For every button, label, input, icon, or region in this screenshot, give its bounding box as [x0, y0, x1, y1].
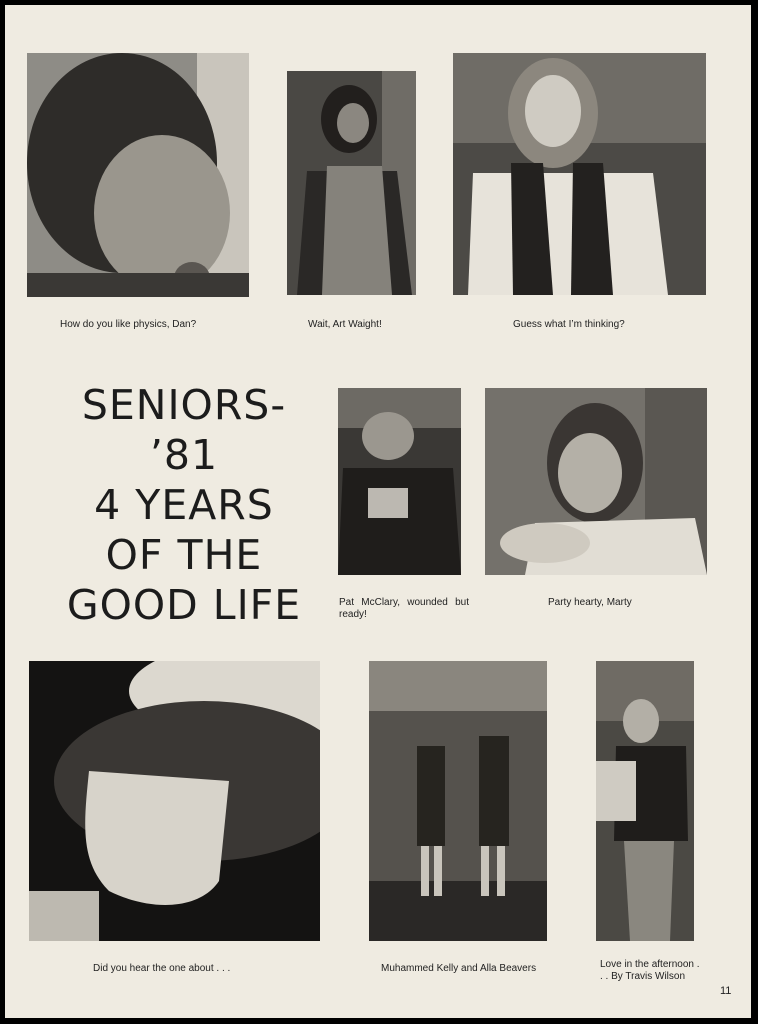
photo-love-afternoon — [596, 661, 694, 941]
photo-pat-mcclary — [338, 388, 461, 575]
page-number: 11 — [720, 985, 732, 997]
photo-joke-profile — [29, 661, 320, 941]
caption-physics: How do you like physics, Dan? — [60, 319, 197, 330]
caption-marty: Party hearty, Marty — [548, 597, 632, 608]
photo-dan-tongue — [27, 53, 249, 297]
headline-line-4: OF THE — [105, 531, 263, 579]
caption-pat-mcclary: Pat McClary, wounded but ready! — [339, 597, 469, 620]
photo-art-waight — [287, 71, 416, 295]
headline-line-5: GOOD LIFE — [66, 581, 302, 629]
caption-muhammed-alla: Muhammed Kelly and Alla Beavers — [381, 963, 537, 974]
yearbook-page — [5, 5, 751, 1018]
photo-guess-thinking — [453, 53, 706, 295]
caption-joke: Did you hear the one about . . . — [93, 963, 231, 974]
photo-marty — [485, 388, 707, 575]
photo-muhammed-alla — [369, 661, 547, 941]
headline-line-2: ’81 — [149, 431, 219, 479]
caption-love-afternoon: Love in the afternoon . . . By Travis Wilson — [600, 959, 700, 982]
headline — [43, 380, 325, 630]
caption-thinking: Guess what I’m thinking? — [513, 319, 625, 330]
headline-line-3: 4 YEARS — [94, 481, 274, 529]
headline-line-1: SENIORS- — [81, 381, 287, 429]
caption-art-waight: Wait, Art Waight! — [308, 319, 382, 330]
